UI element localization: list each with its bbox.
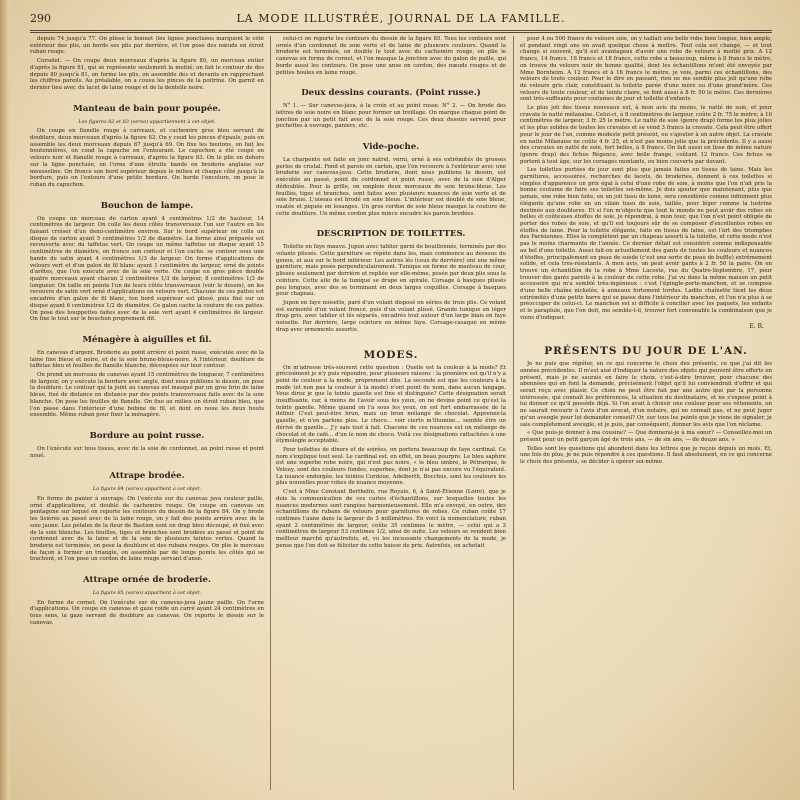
article-paragraph: depuis 74 jusqu'à 77. On plisse le bonnet (les lignes ponctuées marquent le côté extérieur des plis, un bords ses plis par derrière, et l'on pose des nœuds en étroit ruban rouge. (30, 36, 264, 56)
column-right (520, 36, 772, 794)
article-paragraph: On coupe en flanelle rouge à carreaux, et cachemire gros bleu servant de doublure, deux morceaux d'après la figure 82. On y coud les pinces d'épaule, puis on assemble les deux morceaux depuis 67 jusqu'à 69. On fixe les boutons, on fait les boutonnières, on coud la capuche en l'entourant. Le capuchon a été coupé en velours noir et flanelle rouge à carreaux, d'après la figure 83. On le plie en dehors sur la ligne ponctuée, en l'orne d'une étroite bande en broderie anglaise sur mousseline. On fronce son bord supérieur depuis le milieu et chaque côté jusqu'à la bordure, puis on l'entoure d'une petite bordure. On borde l'encolure, on pose le ruban du capuchon. (30, 128, 264, 188)
article-paragraph: N° 1. — Sur canevas-java, à la croix et au point russe. N° 2. — On brode des lettres de soie noire en blanc pour former un treillage. On marque chaque point de jonction par un petit fait avec de la soie rouge. Ces deux dessins servent pour pochettes à ouvrage, paniers, etc. (276, 103, 506, 130)
article-paragraph: On prend un morceau de canevas ayant 15 centimètres de longueur, 7 centimètres de largeur, on y exécute la bordure avec angle, dont nous publions le dessin, on pose la doublure. Le contour qui la joint au canevas est masqué par un gros brin de laine bleue, fixé de distance en distance par des points transversaux faits avec de la soie blanche. On pose les feuilles de flanelle. On fixe au milieu un étroit ruban bleu, que l'on passe dans l'intérieur d'une bobine de fil, et dont on noue les deux bouts ensemble. Même ruban pour fixer la ménagère. (30, 372, 264, 419)
section-heading: DESCRIPTION DE TOILETTES. (316, 229, 466, 240)
section-heading: Bouchon de lampe. (100, 200, 194, 211)
section-heading: Vide-poche. (362, 142, 420, 153)
article-paragraph: Telles sont les questions qui abondent dans les lettres que je reçois depuis un mois. Et, une fois de plus, je ne puis répondre à ces questions. Il faut absolument, en ce qui concerne le choix des présents, se décider à opérer soi-même. (520, 445, 772, 466)
column-middle (276, 36, 506, 794)
journal-title: LA MODE ILLUSTRÉE, JOURNAL DE LA FAMILLE. (236, 12, 566, 25)
figure-note: La figure 84 (verso) appartient à cet objet. (92, 486, 202, 493)
author-signature: E. R. (749, 322, 764, 330)
article-paragraph: En canevas d'argent. Broderie au point arrière et point russe, exécutée avec de la laine fine bleue et noire, et de la soie brune-bleue-noire. A l'intérieur, doublure de taffetas bleu et feuilles de flanelle blanche, découpées sur leur contour. (30, 349, 264, 370)
article-paragraph: Pour toilettes de dîners et de soirées, on portera beaucoup de faye cardinal. Ce nom s'explique tout seul. Le cardinal est, en effet, un beau pourpre. Le bleu saphire est une superbe robe noire, qui n'est pas noire, « le bleu ombre, le Pétrarque, le Velouy, sont des couleurs fondes, superbes, dont je n'ai pas encore vu l'équivalent. La nuance endorgée, les teintes Cordoue, Adelberth, Bocchus, sont les couleurs les plus nouvelles pour robes de nuance moyenne. (276, 446, 506, 487)
section-heading: PRÉSENTS DU JOUR DE L'AN. (544, 345, 748, 358)
section-heading: Attrape brodée. (109, 471, 185, 482)
article-paragraph: « Que puis-je donner à ma cousine? — Que donnerai-je à ma sœur? — Conseillez-moi un présent pour un petit garçon âgé de trois ans, — de six ans, — de douze ans. » (520, 430, 772, 443)
article-paragraph: La charpente est faite en jonc natrel, verni, orné à ses extrémités de grosses perles de cristal. Fond et parois en carton, que l'on recouvre à l'extérieur avec une broderie sur canevas-java. Cette broderie, dont nous publions le dessin, est exécutée au passé, point de cordonnet et point russe, avec de la soie d'Alger dédoublée. Pour la grille, on emploie deux morceaux de soie brune-bleue. Les feuilles, tiges et branches, sont faites avec plusieurs nuances de soie verte et de soie brune. L'oiseau est brodé en soie bleue. L'intérieur est doublé de soie bleue, ouatée et piquée en losanges. Un gros cordon de soie bleue masque la couture de cette doublure. Un même cordon plus mince encadre les parois brodées. (276, 157, 506, 217)
section-heading: Deux dessins courants. (Point russe.) (301, 88, 481, 99)
column-left (30, 36, 264, 794)
figure-note: Les figures 82 et 83 (verso) appartiennent à cet objet. (78, 118, 216, 125)
article-paragraph: Jupon en faye noisette, paré d'un volant disposé en séries de trois plis. Ce volant est surmonté d'un volant froncé, puis d'un volant plissé. Grande tunique en léger drap gris, avec tablier et lés séparés, encadrés tout autour d'un large biais en faye noisette. Par derrière, large ceinture en même faye. Corsage-casaque en même drap avec ornements assortis. (276, 299, 506, 333)
article-paragraph: C'est à Mme Constant Berthelin, rue Royale, 6, à Saint-Étienne (Loire), que je dois la communication de ces cartes d'échantillons, sur lesquelles toutes les nuances modernes sont rangées harmonieusement. Elle m'a envoyé, en outre, des échantillons de rubans de velours pour garnitures de robes. Ce ruban coûte 17 centimes l'aune dans la largeur de 3 millimètres. En voici la nomenclature, ruban ayant 2 centimètres de largeur, coûte 35 centimes le mètre, — celui qui a 3 centimètres de largeur 53 centimes 1/2, ainsi de suite. Les velours se vendent bien meilleur marché qu'autrefois, et, vu les incessants changements de la mode, je pense que l'on doit se féliciter de cette baisse de prix. Autrefois, on achetait (276, 489, 506, 549)
article-paragraph: Le plus joli des tissus nouveaux est, à mon avis du moins, le natté de soie, et pour cravate le natté mélanaise. Celui-ci, à 8 centimètres de largeur, coûte 2 fr. 75 le mètre; à 10 centimètres de largeur, 3 fr. 25 le mètre. Le natté de soie (genre drap) forme les plus jolies et les plus solides de toutes les cravates et se vend 3 francs la cravate. Cela peut être offert pour le jour de l'an, comme modeste petit présent, ou s'ajouter à un autre objet. La cravate en natté Milanaise ne coûte 4 fr. 25, et n'est pas moins jolie que la précédente. Il y a aussi des cravates en natté de soie, fort belles, à 8 francs. On fait aussi en lisse de même nature (genre drap) des fichus Régence, avec belle frange, coûtant 12 francs. Ces fichus se portent à tout âge, sur les corsages montants, ou bien couverts par devant. (520, 105, 772, 165)
article-paragraph: Corselet. — On coupe deux morceaux d'après la figure 80, un morceau entier d'après la figure 81, qui se représente seulement la moitié; on fait le contour de des depuis 80 jusqu'à 81, on forme les plis, on assemble des et devants en rapprochant les chiffres pareils. Au préalable, on a cousu les pinces de la poitrine. On garnit en dernier lieu avec du lacet de laine rouge et de la dentelle noire. (30, 58, 264, 91)
article-paragraph: On coupe un morceau de carton ayant 4 centimètres 1/2 de hauteur, 14 centimètres de largeur. On colle les deux côtés transversaux l'un sur l'autre en les faisant croiser d'un demi-centimètre environ. Sur le bord supérieur on colle un disque de carton ayant 5 centimètres 1/2 de diamètre. La forme ainsi préparée est recouverte avec du taffetas vert. On coupe un même taffetas un disque ayant 15 centimètres de diamètre, en fronce son contour et l'on cache. se contour sous une bande de satin ayant 4 centimètres 1/3 de largeur. On forme d'applications de velours vert et d'un galon de fil blanc ayant 1 centimètre de largeur, orné de points d'arêtes, que l'on exécute avec de la soie verte. On coupe en gros pièce double quatre morceaux ayant chacun 2 centimètres 1/3 de largeur, 8 centimètres 1/3 de longueur. On taille en pointe l'un de leurs côtés transversaux (voir le dessin), on les recouvre de satin vert orné d'applications en velours vert. Chacune de ces pattes est encadrée d'un galon de fil blanc, ton bord supérieur est plissé, puis fixé sur un disque ayant 6 centimètres 1/2 de diamètre. Ce galon cache la couture de ces pattes. On pose des houppettes faites avec de la soie vert ayant 4 centimètres de largeur. On fixe le tout sur le bouchon proprement dit. (30, 215, 264, 323)
figure-note: La figure 85 (verso) appartient à cet objet. (92, 590, 202, 597)
article-paragraph: Je ne puis que répéter, en ce qui concerne le choix des présents, ce que j'ai dit les années précédentes. Il m'est aisé d'indiquer la nature des objets qui peuvent être offerts en présent, mais je ne saurais en faire le choix, c'est-à-dire trouver, pour chacune des abonnées qui en font la demande, précisément l'objet qu'il lui conviendrait d'offrir et qui serait reçu avec plaisir. Ce choix ne peut être fait par une autre que par la personne intéressée, qui connaît les préférences, la situation du destinataire, et ne s'expose point à lui donner ce qu'il possède déjà. Si l'on avait à choisir une couleur pour ses vêtements, on ne saurait recourir à l'avis d'un avocat, d'un notaire, qui ne connaît pas, et ne peut juger qu'un avengle pour lui demander conseil? Or, sur tous les points que je viens de signaler, je sais complètement aveugle, et je puis, par conséquent, donner les avis que l'on réclame. (520, 361, 772, 428)
article-paragraph: On l'exécute sur tous tissus, avec de la soie de cordonnet, au point russe et point noué. (30, 445, 264, 459)
article-paragraph: Les toilettes portées de jour sont plus que jamais faites en tissus de laine. Mais les garnitures, accessoires, recherches de lacets, de broderies, donnent à ces toilettes si simples d'apparence un prix égal à celui d'une robe de soie, à moins que l'on n'ait pris la bonne coutume de faire ses toilettes soi-même. Je dois ajouter que maintenant, plus que jamais, une robe bien faite, en un joli tissu de laine, sera considérée comme infiniment plus élégante qu'une robe en un vilain tissu de soie, taillée, pour léger comme la lustrine destinée aux doublures. Et si l'on m'objecte que tout le monde ne peut avoir des robes en belles et coûteuses étoffes de soie, je répondrai, à mon tour, que l'on n'est point obligée de porter des robes de soie, et qu'il est toujours sûr de se composer d'excellentes robes en étoffes de laine. Pour la toilette élégante, faite en tissus de laine, est l'art des triomphes des Parisiennes. Elles la complètent par un chapeau assorti à la toilette, et cette mode n'est pas le moins charmante de l'année. Ce dernier détail est considéré comme indispensable au bel d'une toilette. Aussi fait-on actuellement des gants de toutes les couleurs et nuances d'étoffes, principalement en peau de suède (c'est une sorte de peau de buffle) extrêmement solide, et cela très-résistants. A mon avis, on peut avoir gants à 2 fr. 50 la paire. On en trouve un échantillon de la robe à Mme Lacoste, rue du Quatre-Septembre, 17, pour trouver des gants pareils à la couleur de cette robe. J'ai vu dans la même maison un petit accessoire qui m'a semblé très-ingénieux : c'est l'épingle-porte-manchon, et se compose d'une belle chaîne nickelée, à anneaux fortement tordus. Ladite chaînette tient les deux extrémités d'une petite barre qui se passe dans l'intérieur du manchon, et l'on n'a plus à se préoccuper de celui-ci. Le manchon est si difficile à concilier avec les paquets, les enfants et le parapluie, que l'on doit, me semble-t-il, trouver fort convenable la combinaison que je viens d'indiquer. (520, 167, 772, 321)
column-divider (513, 36, 514, 790)
column-divider (270, 36, 271, 790)
section-heading: Ménagère à aiguilles et fil. (82, 334, 212, 345)
section-heading: Attrape ornée de broderie. (83, 575, 211, 586)
article-paragraph: Toilette en faye mauve. Jupon avec tablier garni de bouillonnés, terminés par des volants plissés. Cette garniture se répète dans les, mais commence au dessous du genou, et aux sur le bord inférieur. Les autres lés (ceux de derrière) ont une même garniture, mais posés perpendiculairement. Tunique en forme de manteau de cour, plissée seulement par derrière et repliée sur elle-même, posée par deux plis sous la ceinture. Cette aile de la tunique se drape en spirale. Corsage à basques plissés peu longues, avec des se terminant en deux larges coquilles. Corsage à basques pour chapeau. (276, 244, 506, 298)
section-heading: MODES. (363, 348, 419, 361)
article-paragraph: En forme de cornet. On l'exécute sur du canevas-java jaune paille. On l'orne d'applications. On coupe en canevas et gaze roide un carré ayant 24 centimètres en tous sens, la gaze servant de doublure au canevas. On reporte le dessin sur le canevas. (30, 599, 264, 626)
section-heading: Manteau de bain pour poupée. (73, 103, 221, 114)
article-paragraph: celui-ci on reporte les contours du dessin de la figure 85. Tous les contours sont ornés d'un cordonnet de soie verte et de laine de plusieurs couleurs. Quand la broderie est terminée, on double le tout avec du cachemire rouge, on plie le canevas en forme de cornet, et l'on masque la jonction avec du galon de paille, qui borde aussi les contours. On pose une anse en cordon, des nœuds rouges et de petites houles en laine rouge. (276, 36, 506, 76)
header-rule (30, 30, 772, 33)
article-paragraph: pour 4 ou 500 francs de velours soie, on y taillait une belle robe bien longue, bien ample, et pendant vingt ans on avait quelque chose à mettre. Tout cela est changé, — et tout change si souvent, qu'il est avantageux d'avoir une robe de velours à moitié prix. A 12 francs, 14 francs, 16 francs et 18 francs, cette robe a beaucoup, même à 8 francs le mètre, on trouve du velours noir de bonne qualité, dont les échantillons m'ont été envoyés par Mme Bornheim. A 12 francs et à 16 francs le mètre, je vois, parmi ces échantillons, des velours de toute couleur. Pour le dire en passant, rien ne me semble plus joli qu'une robe de velours gris clair, constituant la toilette parée d'une mère ou d'une grand'mère. Ces velours de toute couleur, et de teinte claire, se font aussi à 8 fr. 50 le mètre. Ces dernières sont très-suffisants pour costumes de jour et toilette d'enfants. (520, 36, 772, 103)
article-paragraph: En forme de panier à ouvrage. On l'exécute sur du canevas java couleur paille, orné d'applications, et doublé de cachemire rouge. On coupe en canevas un pentagone sur lequel on reporte les contours du dessin de la figure 84. On y brode les lisières au passé avec de la laine rouge, on y fait des points arrière avec de la soie jaune. Les pétales de la fleur de Bastion sont en drap bleu découpé, et fixé avec de la soie blanche. Les feuilles, tiges et branches sont brodées au passé et point de cordonnet avec de la laine et de la soie de plusieurs teintes vertes. Quand la broderie est terminée, on pose la doublure et des rubans rouges. On plie le morceau de façon à former un triangle, on assemble par de longs points les côtés qui se touchent, et l'on pose un cordon de laine rouge servant d'anse. (30, 496, 264, 563)
article-paragraph: On m'adresse très-souvent cette question : Quelle est la couleur à la mode? Et précisément je n'y puis répondre, pour plusieurs raisons : la première est qu'il n'y a point de couleur à la mode, proprement dite. La seconde est que les couleurs à la mode (et non pas la couleur à la mode) n'ont point de nom, dans aucun langage. Vous direz je que la teinte gazelle est fine et distinguée? Cette désignation serait insuffisante, car, à moins de l'avoir sous les yeux, on ne devine point ce qu'est la teinte gazelle. Même quand on l'a sous les yeux, on est fort embarrassée de la définir. C'est peut-être brun, mais un brun mélangé de chocolat. Apprenez-la gazelle, et n'en parlons plus. Le choco... voir cierto m'illumine... semble être un dérivé de gazelle... J'y sais tout à fait. Chacune de ces nuances est un mélange de chocolat et de café... d'un le nom de choco. Voilà ces désignations rattachées à une étymologie acceptable. (276, 364, 506, 445)
page-header (30, 10, 772, 30)
section-heading: Bordure au point russe. (89, 430, 205, 441)
page-number: 290 (30, 12, 51, 25)
